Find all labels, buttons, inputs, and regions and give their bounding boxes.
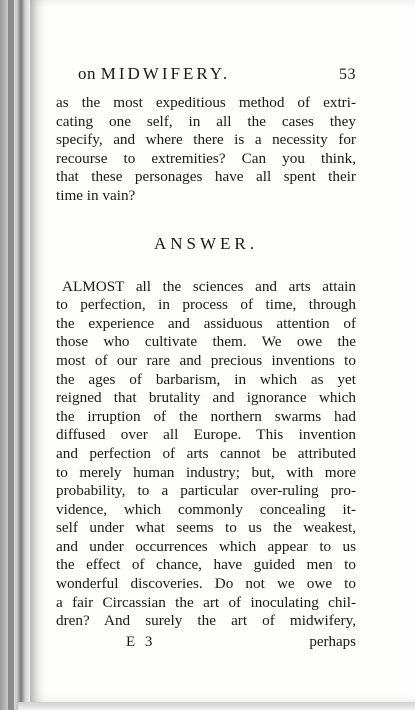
text-line: vidence, which commonly concealing it- bbox=[56, 500, 356, 518]
text-line: the ages of barbarism, in which as yet bbox=[56, 370, 356, 388]
text-line: those who cultivate them. We owe the bbox=[56, 333, 356, 351]
spine-edge bbox=[8, 0, 14, 710]
text-line: and perfection of arts cannot be attributed bbox=[56, 444, 356, 462]
signature-mark: E 3 bbox=[126, 633, 156, 650]
page-number: 53 bbox=[339, 66, 356, 83]
question-paragraph bbox=[56, 94, 356, 206]
text-line: the experience and assiduous attention of bbox=[56, 314, 356, 332]
running-head bbox=[56, 64, 356, 94]
text-line: self under what seems to us the weakest, bbox=[56, 519, 356, 537]
text-line: that these personages have all spent their bbox=[56, 168, 356, 186]
page-bottom-edge bbox=[18, 702, 415, 710]
running-title bbox=[78, 64, 230, 84]
catchword: perhaps bbox=[309, 633, 356, 650]
text-line: a fair Circassian the art of inoculating chil- bbox=[56, 593, 356, 611]
text-line: probability, to a particular over-ruling pro- bbox=[56, 482, 356, 500]
running-title-prefix: on bbox=[78, 64, 96, 83]
text-line: recourse to extremities? Can you think, bbox=[56, 149, 356, 167]
text-line: reigned that brutality and ignorance which bbox=[56, 389, 356, 407]
page-footer bbox=[56, 631, 356, 653]
text-line: to merely human industry; but, with more bbox=[56, 463, 356, 481]
text-line: specify, and where there is a necessity for bbox=[56, 131, 356, 149]
book-binding bbox=[0, 0, 30, 710]
text-line: ALMOST all the sciences and arts attain bbox=[62, 277, 356, 295]
section-heading: ANSWER. bbox=[153, 233, 259, 253]
text-line: diffused over all Europe. This invention bbox=[56, 426, 356, 444]
page-text bbox=[56, 64, 356, 653]
text-line: and under occurrences which appear to us bbox=[56, 537, 356, 555]
text-line: the effect of chance, have guided men to bbox=[56, 556, 356, 574]
text-line: most of our rare and precious inventions to bbox=[56, 351, 356, 369]
answer-paragraph bbox=[56, 278, 356, 631]
text-line: time in vain? bbox=[56, 186, 136, 204]
book-page bbox=[30, 0, 415, 702]
text-line: as the most expeditious method of extri- bbox=[56, 94, 356, 111]
text-line: wonderful discoveries. Do not we owe to bbox=[56, 575, 356, 593]
text-line: dren? And surely the art of midwifery, bbox=[56, 612, 356, 630]
text-line: cating one self, in all the cases they bbox=[56, 112, 356, 130]
text-line: the irruption of the northern swarms had bbox=[56, 407, 356, 425]
text-line: to perfection, in process of time, through bbox=[56, 296, 356, 314]
running-title-main: MIDWIFERY. bbox=[100, 64, 231, 83]
